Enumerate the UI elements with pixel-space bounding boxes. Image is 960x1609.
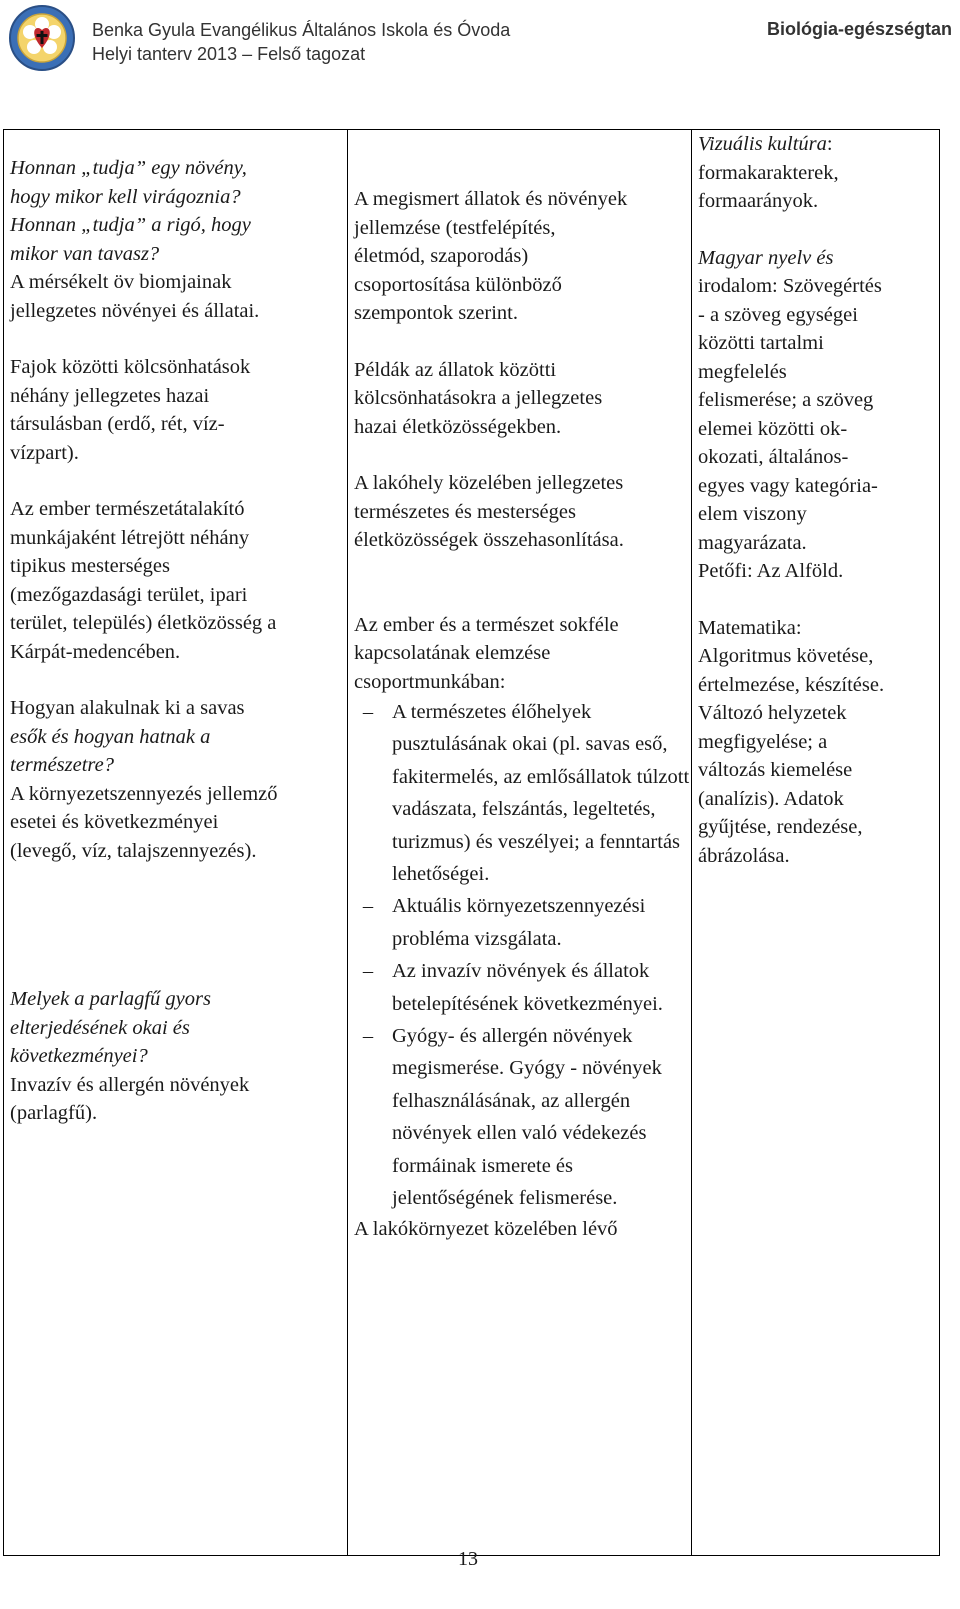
list-item: – A természetes élőhelyek pusztulásának okai (pl. savas eső, fakitermelés, az emlősállatok túlzott vadászata, felszántás, legeltetés, turizmus) és veszélyei; a fenntartás lehetőségei. [354, 696, 692, 890]
interactions-text: Fajok közötti kölcsönhatások néhány jellegzetes hazai társulásban (erdő, rét, víz- vízpart). [10, 356, 251, 464]
school-info [92, 18, 510, 66]
human-impact-text: Az ember természetátalakító munkájaként létrejött néhány tipikus mesterséges (mezőgazdasági terület, ipari terület, település) életközösség a Kárpát-medencében. [10, 498, 277, 663]
question-plants-birds: Honnan „tudja” egy növény, hogy mikor kell virágoznia? Honnan „tudja” a rigó, hogy mikor van tavasz? [10, 157, 251, 265]
list-item: – Az invazív növények és állatok betelepítésének következményei. [354, 955, 692, 1020]
groupwork-list [354, 696, 692, 1215]
activity-characterization: A megismert állatok és növények jellemzése (testfelépítés, életmód, szaporodás) csoportosítása különböző szempontok szerint. [354, 188, 628, 324]
list-item: – Aktuális környezetszennyezési probléma vizsgálata. [354, 890, 692, 955]
question-ragweed: Melyek a parlagfű gyors elterjedésének okai és következményei? [10, 988, 211, 1067]
column-divider [347, 130, 348, 1555]
topics-column [10, 130, 342, 1128]
luther-rose-seal-icon [8, 4, 76, 72]
math-connection: Matematika: Algoritmus követése, értelmezése, készítése. Változó helyzetek megfigyelése; a változás kiemelése (analízis). Adatok gyűjtése, rendezése, ábrázolása. [698, 616, 885, 867]
invasive-text: Invazív és allergén növények (parlagfű). [10, 1073, 250, 1124]
visual-culture-connection: Vizuális kultúra: formakarakterek, formaarányok. [698, 133, 839, 212]
biomes-text: A mérsékelt öv biomjainak jellegzetes növényei és állatai. [10, 271, 260, 322]
subject-title: Biológia-egészségtan [766, 19, 952, 39]
page-header [0, 0, 960, 90]
activities-column [354, 130, 692, 1243]
activity-examples: Példák az állatok közötti kölcsönhatásokra a jellegzetes hazai életközösségekben. [354, 358, 603, 438]
connections-column [698, 130, 938, 870]
activity-groupwork: Az ember és a természet sokféle kapcsolatának elemzése csoportmunkában: [354, 613, 619, 693]
literature-connection: Magyar nyelv és irodalom: Szövegértés - a szöveg egységei közötti tartalmi megfelelés felismerése; a szöveg elemei közötti ok- okozati, általános- egyes vagy kategória- elem viszony magyarázata. Petőfi: Az Alföld. [698, 246, 882, 582]
question-acid-rain: Hogyan alakulnak ki a savas esők és hogyan hatnak a természetre? [10, 697, 245, 776]
page-number: 13 [458, 1548, 478, 1570]
curriculum-line: Helyi tanterv 2013 – Felső tagozat [92, 44, 366, 64]
activity-local-environment: A lakókörnyezet közelében lévő [354, 1217, 618, 1240]
curriculum-table [3, 129, 940, 1556]
list-item: – Gyógy- és allergén növények megismerése. Gyógy - növények felhasználásának, az allergén növények ellen való védekezés formáinak ismerete és jelentőségének felismerése. [354, 1020, 692, 1214]
school-name: Benka Gyula Evangélikus Általános Iskola és Óvoda [92, 20, 511, 40]
activity-comparison: A lakóhely közelében jellegzetes természetes és mesterséges életközösségek összehasonlítása. [354, 472, 624, 551]
pollution-text: A környezetszennyezés jellemző esetei és következményei (levegő, víz, talajszennyezés). [10, 782, 278, 862]
